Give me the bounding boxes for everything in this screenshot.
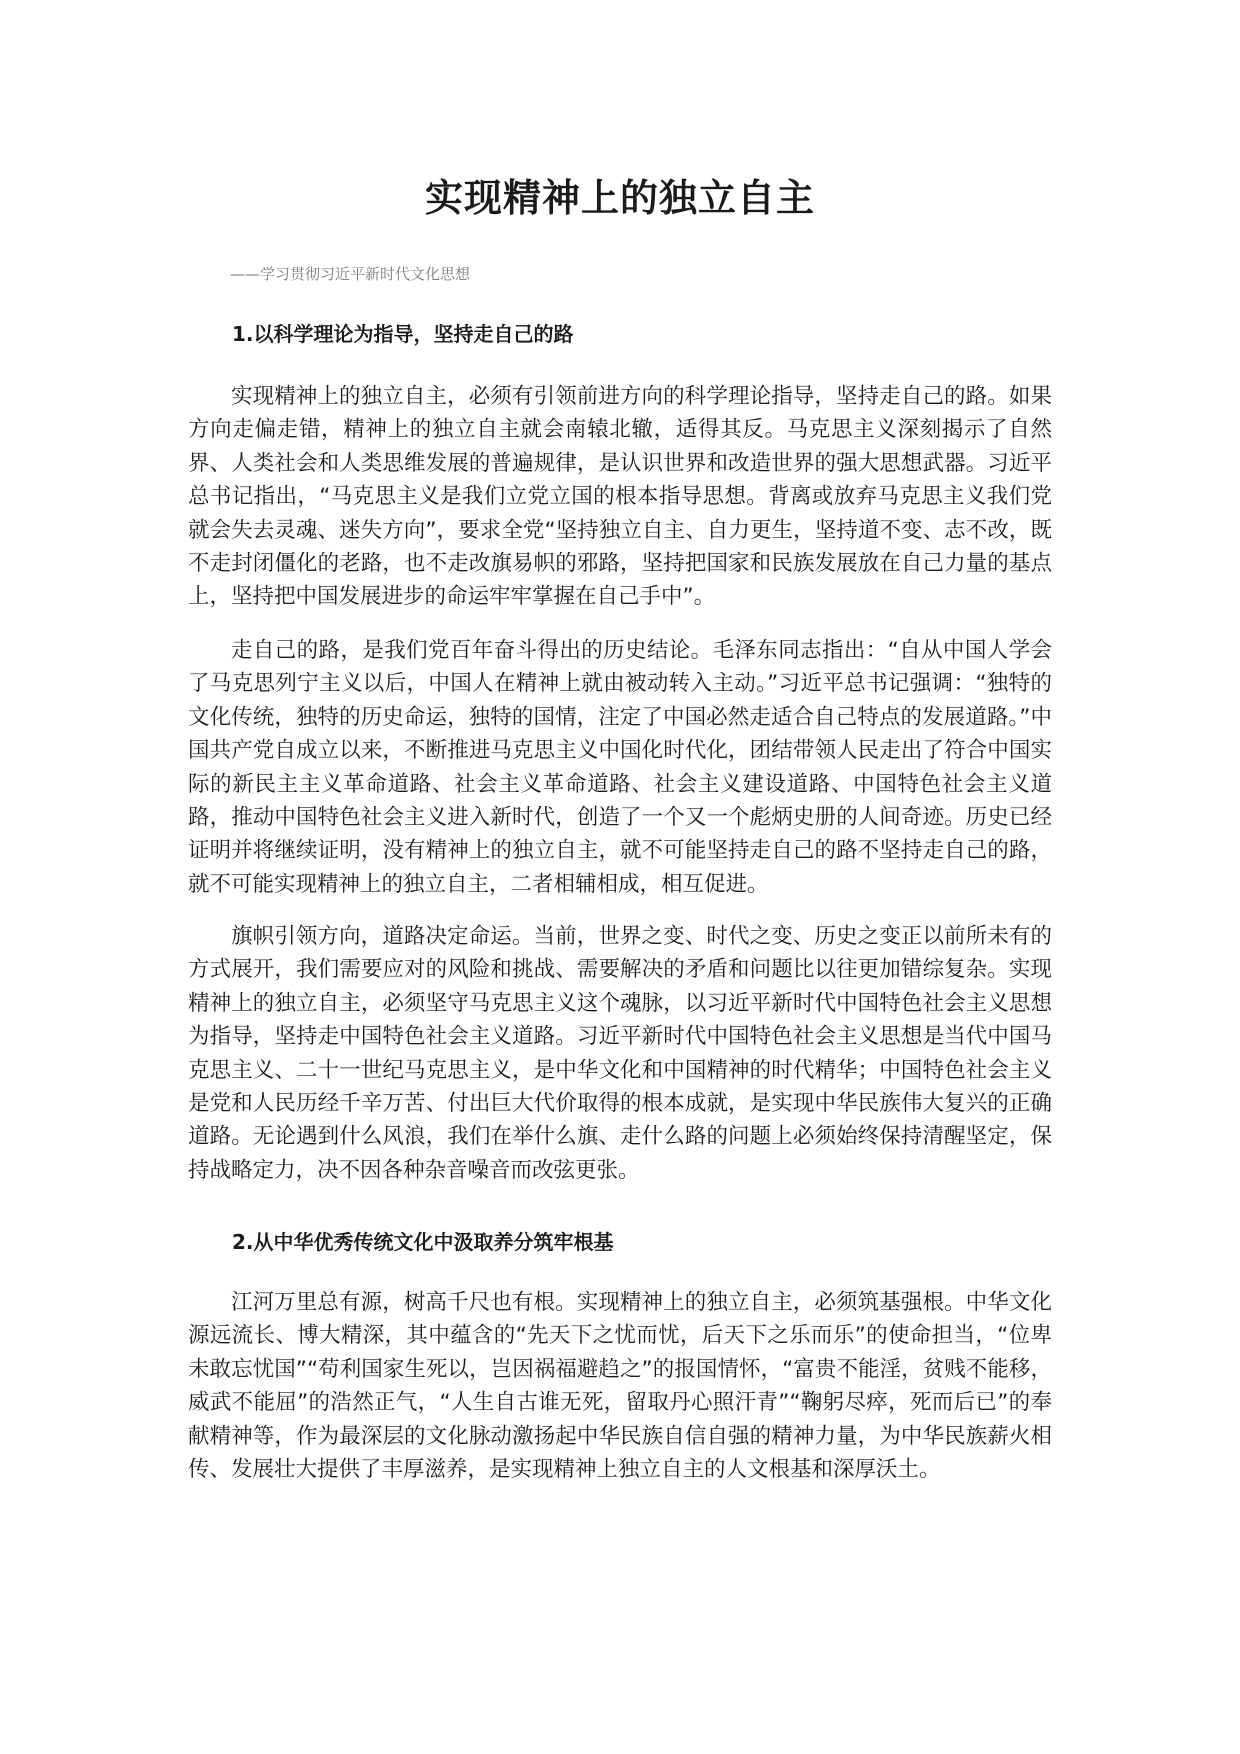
- document-subtitle: ——学习贯彻习近平新时代文化思想: [230, 265, 471, 283]
- section-1-paragraph-3: 旗帜引领方向，道路决定命运。当前，世界之变、时代之变、历史之变正以前所未有的方式展开，我们需要应对的风险和挑战、需要解决的矛盾和问题比以往更加错综复杂。实现精神上的独立自主，必须坚守马克思主义这个魂脉，以习近平新时代中国特色社会主义思想为指导，坚持走中国特色社会主义道路。习近平新时代中国特色社会主义思想是当代中国马克思主义、二十一世纪马克思主义，是中华文化和中国精神的时代精华；中国特色社会主义是党和人民历经千辛万苦、付出巨大代价取得的根本成就，是实现中华民族伟大复兴的正确道路。无论遇到什么风浪，我们在举什么旗、走什么路的问题上必须始终保持清醒坚定，保持战略定力，决不因各种杂音噪音而改弦更张。: [188, 924, 1052, 1183]
- section-2-paragraph-1: 江河万里总有源，树高千尺也有根。实现精神上的独立自主，必须筑基强根。中华文化源远流长、博大精深，其中蕴含的“先天下之忧而忧，后天下之乐而乐”的使命担当，“位卑未敢忘忧国”“苟利国家生死以，岂因祸福避趋之”的报国情怀，“富贵不能淫，贫贱不能移，威武不能屈”的浩然正气，“人生自古谁无死，留取丹心照汗青”“鞠躬尽瘁，死而后已”的奉献精神等，作为最深层的文化脉动激扬起中华民族自信自强的精神力量，为中华民族薪火相传、发展壮大提供了丰厚滋养，是实现精神上独立自主的人文根基和深厚沃土。: [188, 1290, 1052, 1483]
- section-1-paragraph-1: 实现精神上的独立自主，必须有引领前进方向的科学理论指导，坚持走自己的路。如果方向走偏走错，精神上的独立自主就会南辕北辙，适得其反。马克思主义深刻揭示了自然界、人类社会和人类思维发展的普遍规律，是认识世界和改造世界的强大思想武器。习近平总书记指出，“马克思主义是我们立党立国的根本指导思想。背离或放弃马克思主义我们党就会失去灵魂、迷失方向”，要求全党“坚持独立自主、自力更生，坚持道不变、志不改，既不走封闭僵化的老路，也不走改旗易帜的邪路，坚持把国家和民族发展放在自己力量的基点上，坚持把中国发展进步的命运牢牢掌握在自己手中”。: [188, 384, 1052, 610]
- section-1-heading: 1.以科学理论为指导，坚持走自己的路: [232, 322, 574, 346]
- section-2-heading: 2.从中华优秀传统文化中汲取养分筑牢根基: [232, 1230, 614, 1254]
- document-title: 实现精神上的独立自主: [424, 176, 815, 220]
- section-1-paragraph-2: 走自己的路，是我们党百年奋斗得出的历史结论。毛泽东同志指出：“自从中国人学会了马克思列宁主义以后，中国人在精神上就由被动转入主动。”习近平总书记强调：“独特的文化传统，独特的历史命运，独特的国情，注定了中国必然走适合自己特点的发展道路。”中国共产党自成立以来，不断推进马克思主义中国化时代化，团结带领人民走出了符合中国实际的新民主主义革命道路、社会主义革命道路、社会主义建设道路、中国特色社会主义道路，推动中国特色社会主义进入新时代，创造了一个又一个彪炳史册的人间奇迹。历史已经证明并将继续证明，没有精神上的独立自主，就不可能坚持走自己的路不坚持走自己的路，就不可能实现精神上的独立自主，二者相辅相成，相互促进。: [188, 638, 1052, 897]
